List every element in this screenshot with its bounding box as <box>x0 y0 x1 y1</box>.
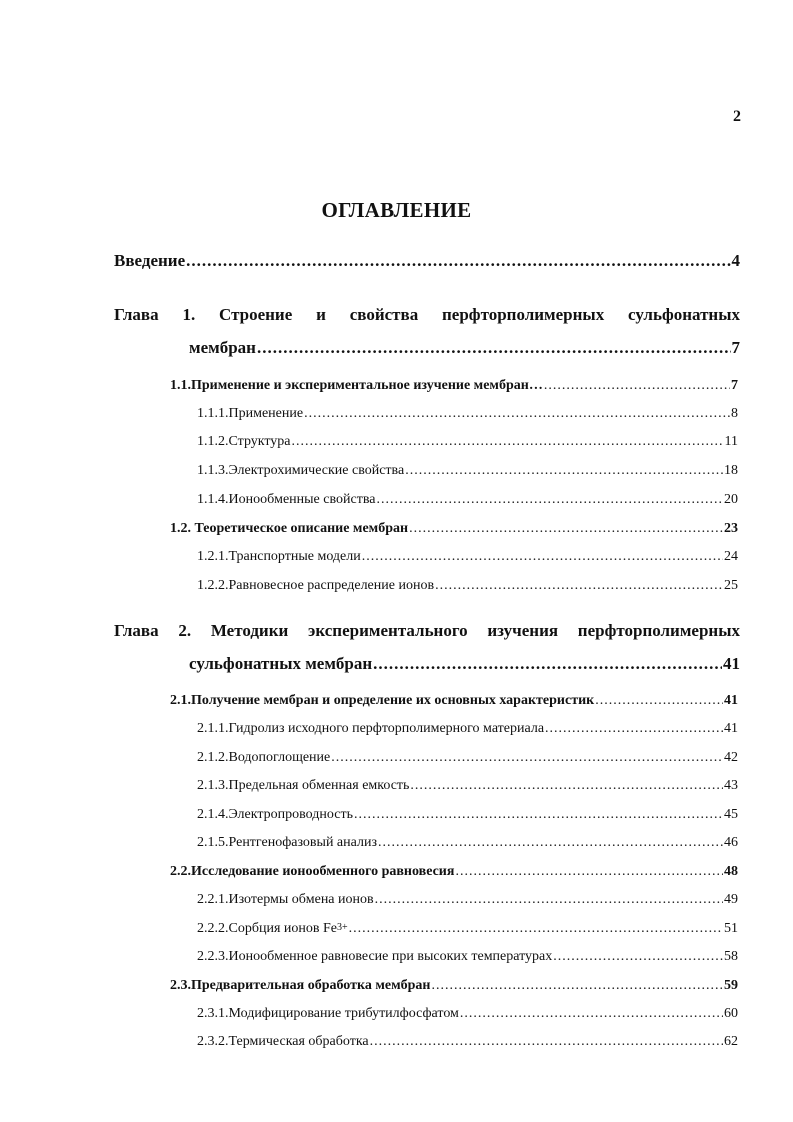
toc-entry-title: 1.1.1.Применение <box>197 406 304 421</box>
toc-leader-dots <box>375 892 723 908</box>
toc-leader-dots <box>431 978 723 994</box>
toc-subsection-2-2-2[interactable] <box>197 921 738 937</box>
toc-entry-title: 2.1.1.Гидролиз исходного перфторполимерного материала <box>197 721 545 736</box>
toc-entry-title: 1.1.Применение и экспериментальное изучение мембран… <box>170 378 543 393</box>
toc-chapter-2[interactable] <box>114 620 740 673</box>
toc-subsection-2-3-1[interactable] <box>197 1006 738 1022</box>
toc-leader-dots <box>544 378 730 394</box>
toc-page-number: 41 <box>724 693 738 708</box>
toc-entry-title: 2.1.3.Предельная обменная емкость <box>197 778 410 793</box>
toc-leader-dots <box>362 549 723 565</box>
toc-section-2-3[interactable] <box>170 978 738 994</box>
toc-leader-dots <box>405 463 723 479</box>
toc-entry-title: 2.1.Получение мембран и определение их основных характеристик <box>170 693 595 708</box>
toc-leader-dots <box>349 921 723 937</box>
toc-chapter-1[interactable] <box>114 304 740 357</box>
toc-entry-title: мембран <box>189 338 256 357</box>
toc-entry-title: Введение <box>114 251 186 270</box>
toc-page-number: 24 <box>724 549 738 564</box>
toc-subsection-1-1-3[interactable] <box>197 463 738 479</box>
toc-page-number: 42 <box>724 750 738 765</box>
toc-page-number: 25 <box>724 578 738 593</box>
toc-page-number: 11 <box>724 434 738 449</box>
superscript-charge: 3+ <box>336 922 348 933</box>
toc-page-number: 62 <box>724 1034 738 1049</box>
toc-entry-title: 2.2.1.Изотермы обмена ионов <box>197 892 374 907</box>
toc-leader-dots <box>460 1006 723 1022</box>
toc-entry-title: 2.3.Предварительная обработка мембран <box>170 978 431 993</box>
toc-leader-dots <box>553 949 723 965</box>
toc-subsection-2-2-3[interactable] <box>197 949 738 965</box>
toc-page-number: 7 <box>731 338 740 357</box>
toc-subsection-1-2-1[interactable] <box>197 549 738 565</box>
toc-subsection-2-3-2[interactable] <box>197 1034 738 1050</box>
toc-page-number: 48 <box>724 864 738 879</box>
toc-entry-title: 1.2.1.Транспортные модели <box>197 549 361 564</box>
entry-text: 2.2.2.Сорбция ионов Fe <box>197 921 337 936</box>
toc-page-number: 60 <box>724 1006 738 1021</box>
toc-entry-title: 2.1.4.Электропроводность <box>197 807 353 822</box>
toc-subsection-2-1-2[interactable] <box>197 750 738 766</box>
toc-entry-title: сульфонатных мембран <box>189 654 373 673</box>
toc-entry-title: 1.1.2.Структура <box>197 434 291 449</box>
chapter-heading-line1: Глава 1. Строение и свойства перфторполимерных сульфонатных <box>114 305 740 324</box>
toc-section-1-2[interactable] <box>170 521 738 537</box>
page-title: ОГЛАВЛЕНИЕ <box>321 198 472 222</box>
toc-leader-dots <box>304 406 730 422</box>
toc-entry-intro[interactable] <box>114 251 740 271</box>
toc-leader-dots <box>435 578 723 594</box>
toc-entry-title: 2.2.Исследование ионообменного равновесия <box>170 864 455 879</box>
toc-entry-title: 1.1.3.Электрохимические свойства <box>197 463 405 478</box>
toc-leader-dots <box>331 750 723 766</box>
toc-leader-dots <box>409 521 723 537</box>
chapter-heading-line1: Глава 2. Методики экспериментального изучения перфторполимерных <box>114 621 740 640</box>
toc-page-number: 8 <box>731 406 738 421</box>
toc-page-number: 59 <box>724 978 738 993</box>
toc-subsection-1-2-2[interactable] <box>197 578 738 594</box>
toc-section-2-1[interactable] <box>170 693 738 709</box>
toc-subsection-2-1-3[interactable] <box>197 778 738 794</box>
toc-leader-dots <box>354 807 723 823</box>
toc-page-number: 49 <box>724 892 738 907</box>
toc-leader-dots <box>376 492 723 508</box>
toc-page-number: 4 <box>731 251 740 270</box>
toc-page-number: 7 <box>731 378 738 393</box>
toc-page-number: 43 <box>724 778 738 793</box>
toc-section-1-1[interactable] <box>170 378 738 394</box>
toc-leader-dots <box>545 721 723 737</box>
toc-entry-title: 1.1.4.Ионообменные свойства <box>197 492 376 507</box>
toc-entry-title: 2.3.1.Модифицирование трибутилфосфатом <box>197 1006 459 1021</box>
toc-subsection-2-1-1[interactable] <box>197 721 738 737</box>
toc-entry-title: 2.2.3.Ионообменное равновесие при высоких температурах <box>197 949 553 964</box>
toc-page-number: 51 <box>724 921 738 936</box>
toc-leader-dots <box>370 1034 723 1050</box>
toc-page-number: 45 <box>724 807 738 822</box>
toc-page-number: 18 <box>724 463 738 478</box>
chapter-heading-line2 <box>189 338 740 358</box>
toc-page-number: 20 <box>724 492 738 507</box>
toc-entry-title: 2.1.2.Водопоглощение <box>197 750 331 765</box>
chapter-heading-line2 <box>189 654 740 674</box>
toc-leader-dots <box>455 864 723 880</box>
toc-subsection-2-1-5[interactable] <box>197 835 738 851</box>
toc-leader-dots <box>257 338 731 358</box>
toc-subsection-1-1-1[interactable] <box>197 406 738 422</box>
toc-leader-dots <box>410 778 723 794</box>
toc-entry-title: 2.3.2.Термическая обработка <box>197 1034 369 1049</box>
toc-entry-title: 1.2.2.Равновесное распределение ионов <box>197 578 435 593</box>
toc-leader-dots <box>373 654 722 674</box>
toc-page-number: 46 <box>724 835 738 850</box>
toc-subsection-1-1-2[interactable] <box>197 434 738 450</box>
toc-entry-title <box>197 921 348 937</box>
toc-leader-dots <box>186 251 730 271</box>
toc-leader-dots <box>595 693 723 709</box>
toc-page-number: 58 <box>724 949 738 964</box>
toc-page-number: 41 <box>724 721 738 736</box>
toc-leader-dots <box>378 835 723 851</box>
toc-leader-dots <box>292 434 724 450</box>
page-number: 2 <box>733 108 741 125</box>
toc-subsection-2-2-1[interactable] <box>197 892 738 908</box>
toc-page-number: 41 <box>723 654 740 673</box>
toc-entry-title: 2.1.5.Рентгенофазовый анализ <box>197 835 377 850</box>
toc-entry-title: 1.2. Теоретическое описание мембран <box>170 521 409 536</box>
toc-subsection-2-1-4[interactable] <box>197 807 738 823</box>
toc-section-2-2[interactable] <box>170 864 738 880</box>
toc-subsection-1-1-4[interactable] <box>197 492 738 508</box>
toc-page-number: 23 <box>724 521 738 536</box>
